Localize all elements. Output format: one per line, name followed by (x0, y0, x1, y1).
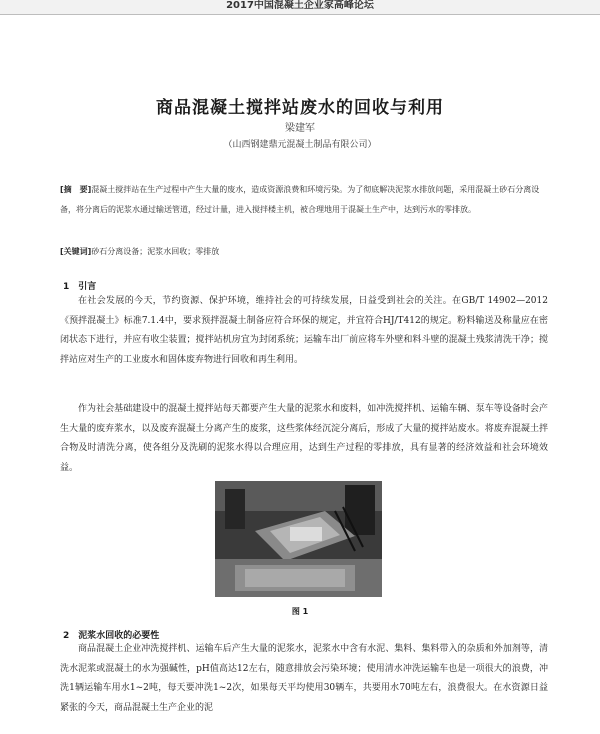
figure-photo (215, 481, 382, 597)
abstract (60, 180, 545, 220)
necessity-paragraph-1: 商品混凝土企业冲洗搅拌机、运输车后产生大量的泥浆水，泥浆水中含有水泥、集料、集料带入的杂质和外加剂等，清洗水泥浆或混凝土的水为强碱性，pH值高达12左右，随意排放会污染环境；使用清水冲洗运输车也是一项很大的浪费，冲洗1辆运输车用水1~2吨，每天要冲洗1~2次，如果每天平均使用30辆车，共要用水70吨左右，浪费很大。在水资源日益紧张的今天，商品混凝土生产企业的泥 (60, 644, 548, 713)
paper-title: 商品混凝土搅拌站废水的回收与利用 (156, 98, 444, 118)
author: 梁建军 (285, 123, 315, 134)
keywords-label: [关键词] (60, 247, 92, 256)
keywords (60, 245, 545, 259)
intro-paragraph-1: 在社会发展的今天，节约资源、保护环境，维持社会的可持续发展，日益受到社会的关注。在GB/T 14902—2012《预拌混凝土》标准7.1.4中，要求预拌混凝土制备应符合环保的规定，并宜符合HJ/T412的规定。粉料输送及称量应在密闭状态下进行，并应有收尘装置；搅拌站机房宜为封闭系统；运输车出厂前应将车外壁和料斗壁的混凝土残浆清洗干净；搅拌站应对生产的工业废水和固体废弃物进行回收和再生利用。 (60, 296, 548, 365)
section-heading-intro: 1 引言 (63, 282, 97, 292)
keywords-text: 砂石分离设备；泥浆水回收；零排放 (91, 247, 220, 256)
intro-paragraph-2: 作为社会基础建设中的混凝土搅拌站每天都要产生大量的泥浆水和废料，如冲洗搅拌机、运输车辆、泵车等设备时会产生大量的废弃浆水，以及废弃混凝土分离产生的废浆，这些浆体经沉淀分离后，形成了大量的搅拌站废水。将废弃混凝土拌合物及时清洗分离，使各组分及洗刷的泥浆水得以合理应用，达到生产过程的零排放，具有显著的经济效益和社会环境效益。 (60, 404, 548, 473)
section-heading-necessity: 2 泥浆水回收的必要性 (63, 631, 160, 641)
affiliation: （山西钢建鼎元混凝土制品有限公司） (223, 140, 377, 150)
figure-caption: 图 1 (291, 607, 309, 616)
abstract-label: [摘 要] (60, 185, 92, 194)
running-header: 2017中国混凝土企业家高峰论坛 (226, 0, 374, 11)
photo-of-sand-stone-separator-icon (215, 481, 382, 597)
abstract-text: 混凝土搅拌站在生产过程中产生大量的废水，造成资源浪费和环境污染。为了彻底解决泥浆水排放问题，采用混凝土砂石分离设备，将分离后的泥浆水通过输送管道，经过计量，进入搅拌楼主机，被合理地用于混凝土生产中，达到污水的零排放。 (60, 185, 540, 214)
